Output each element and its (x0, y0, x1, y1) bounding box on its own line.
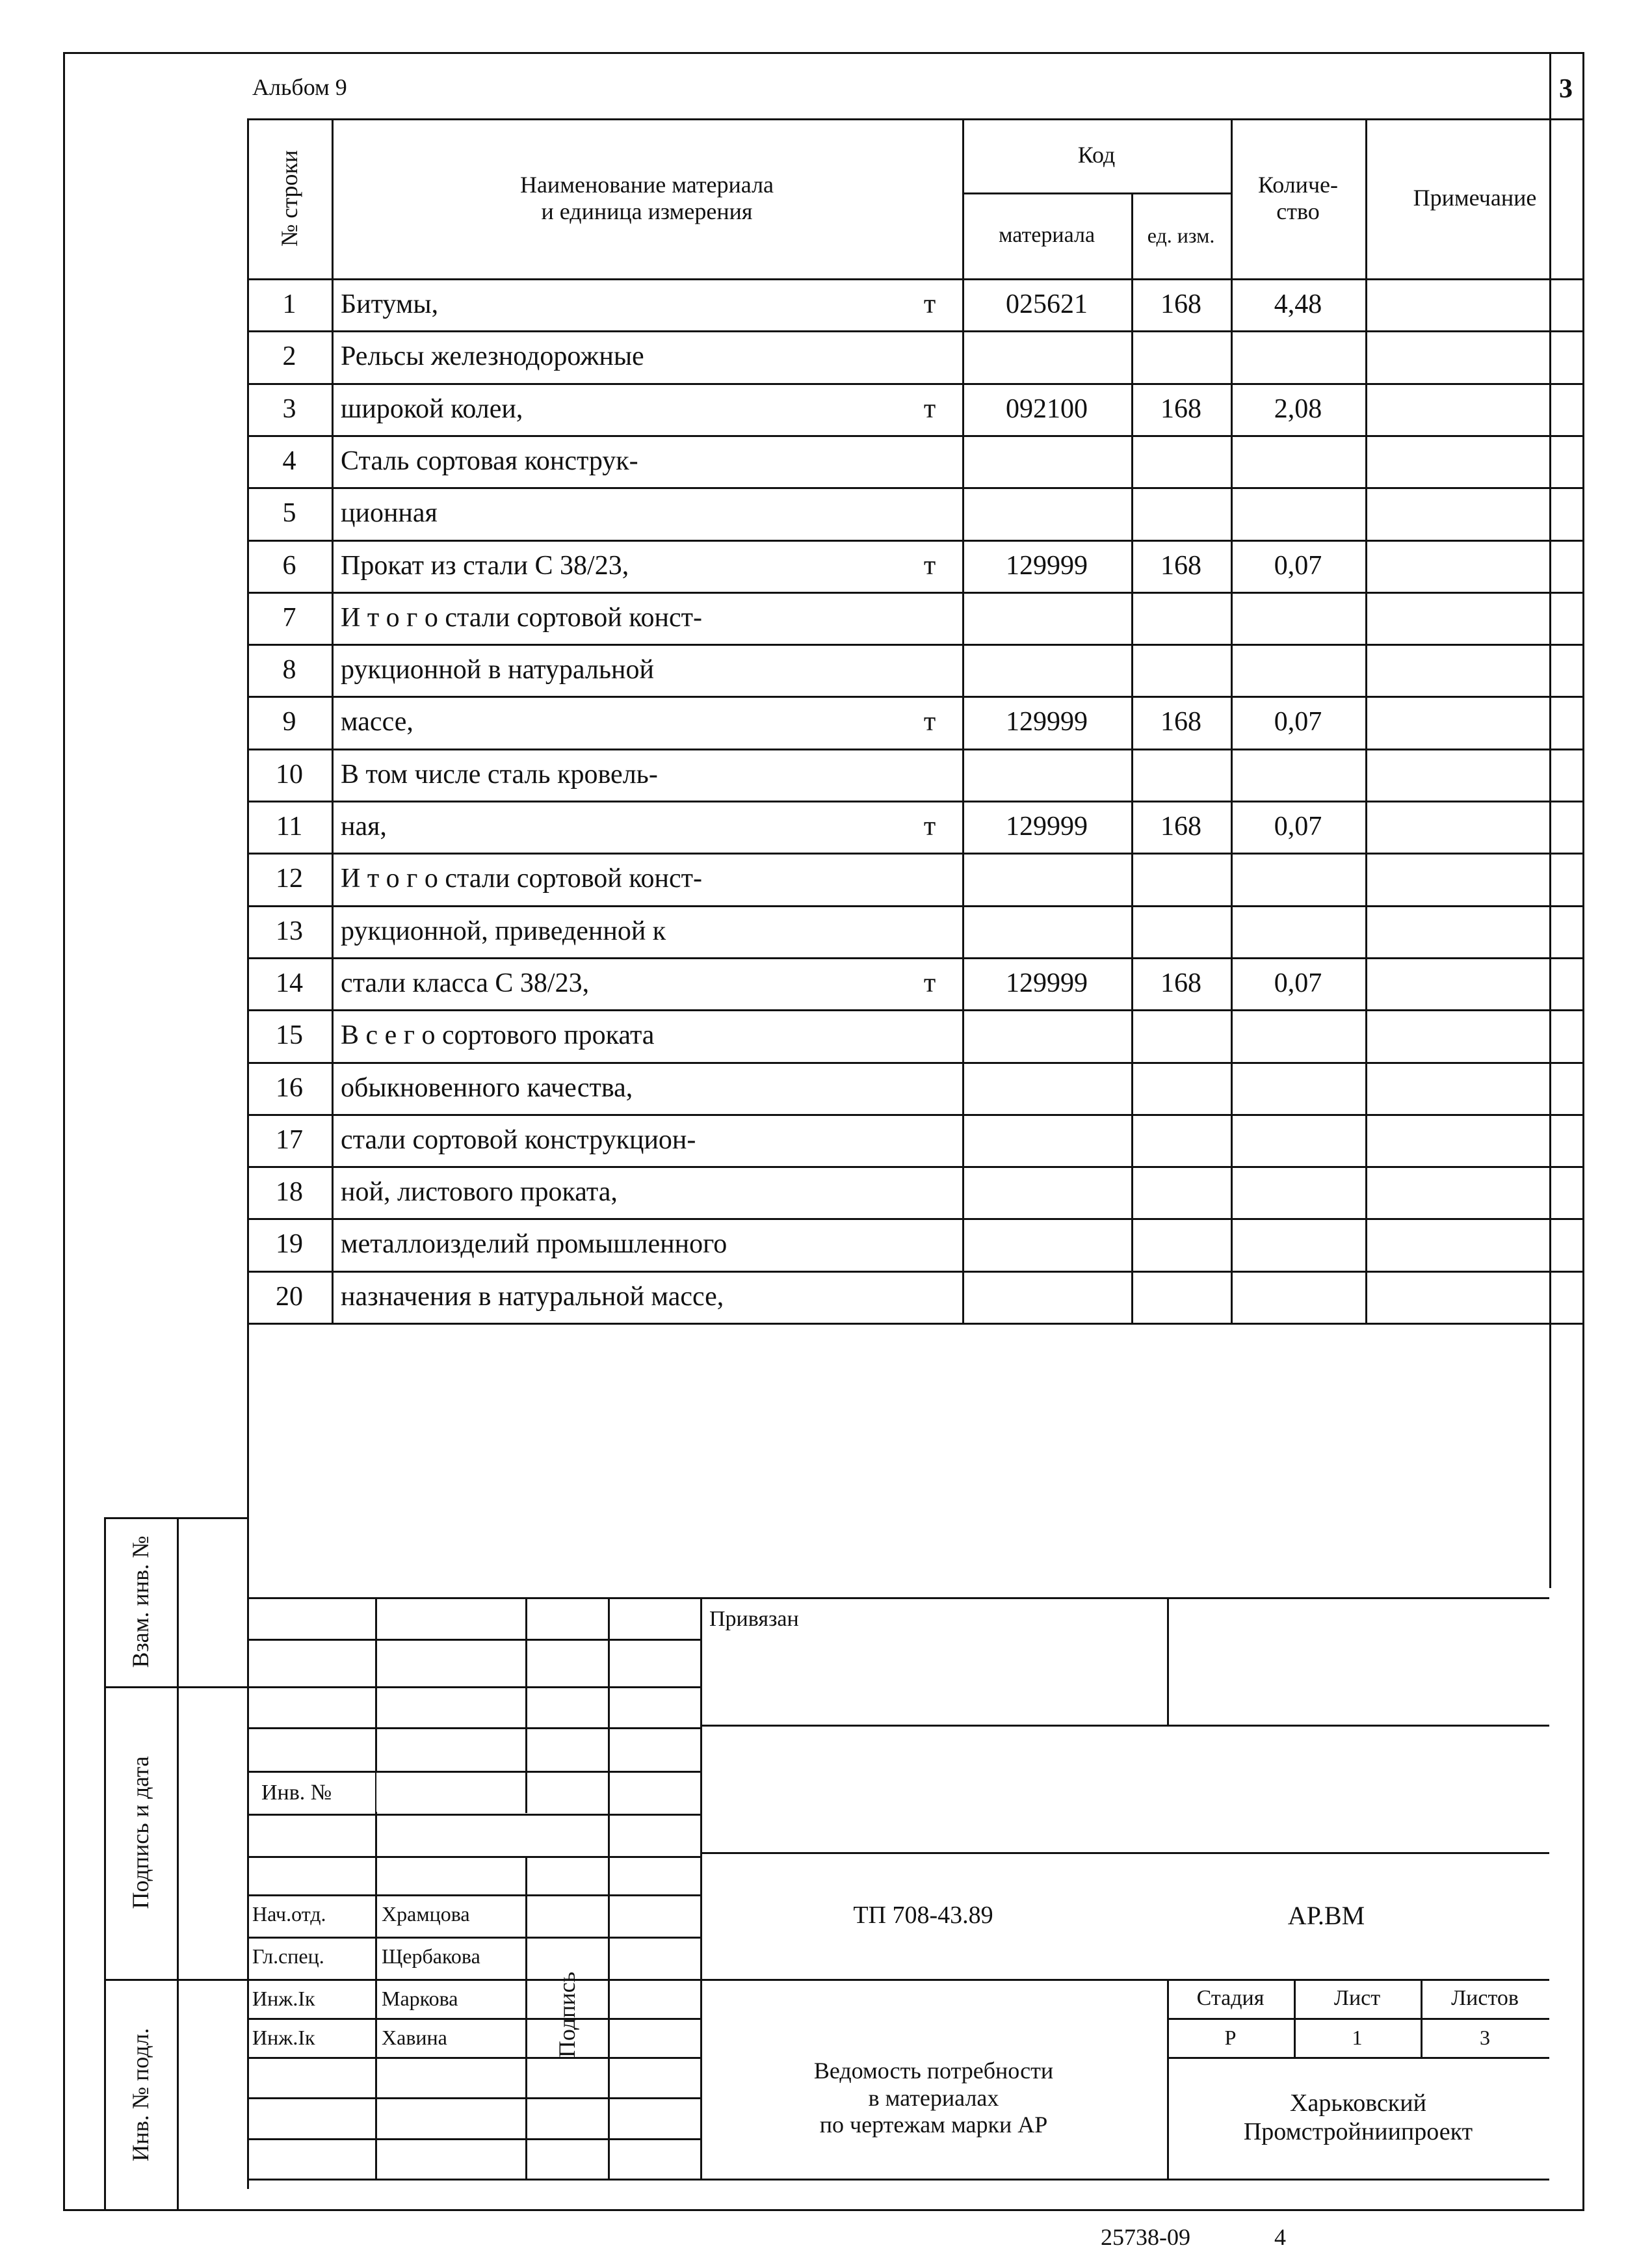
row-code-material (962, 1218, 1131, 1270)
row-name: В том числе сталь кровель- (341, 759, 658, 789)
row-quantity (1231, 1218, 1365, 1270)
row-code-material (962, 330, 1131, 382)
row-unit (910, 1166, 949, 1218)
person-role: Инж.Ік (252, 2025, 315, 2049)
row-name: рукционной в натуральной (341, 655, 654, 685)
row-name: Битумы, (341, 289, 439, 319)
row-number: 7 (282, 602, 296, 633)
tb-row-line (247, 2138, 700, 2140)
row-quantity (1231, 749, 1365, 801)
row-code-unit: 168 (1160, 393, 1201, 424)
row-name: ная, (341, 812, 387, 842)
row-number: 11 (276, 812, 303, 842)
tb-bottom-line (247, 2179, 1549, 2181)
row-quantity: 2,08 (1274, 393, 1322, 424)
row-code-material (962, 1062, 1131, 1114)
row-unit (910, 1009, 949, 1061)
row-number: 3 (282, 393, 296, 424)
sheet-value: 1 (1352, 2025, 1363, 2049)
row-name: металлоизделий промышленного (341, 1229, 728, 1260)
row-quantity (1231, 1062, 1365, 1114)
person-name: Щербакова (382, 1944, 480, 1968)
inv-no-label: Инв. № (261, 1781, 332, 1805)
col-header-row-no: № строки (276, 150, 302, 247)
tb-col-line (525, 1597, 527, 1813)
col-header-code-unit: ед. изм. (1147, 223, 1215, 247)
col-header-code-material: материала (998, 223, 1095, 248)
row-quantity (1231, 644, 1365, 696)
row-quantity: 0,07 (1274, 550, 1322, 581)
row-name: В с е г о сортового проката (341, 1020, 655, 1051)
row-code-unit (1131, 1062, 1231, 1114)
col-header-quantity: Количе- ство (1257, 171, 1339, 224)
col-header-note: Примечание (1413, 185, 1537, 211)
row-unit (910, 905, 949, 957)
row-code-material (962, 1166, 1131, 1218)
tb-col-line (1167, 1597, 1169, 1725)
row-unit (910, 435, 949, 487)
footer-page: 4 (1274, 2224, 1286, 2250)
tb-col-line (375, 1597, 377, 2179)
row-code-unit (1131, 853, 1231, 905)
stamp-vzam-label: Взам. инв. № (127, 1535, 153, 1668)
person-name: Храмцова (382, 1902, 470, 1926)
row-number: 17 (276, 1124, 303, 1155)
row-number: 10 (276, 759, 303, 789)
stamp-inv-podl-label: Инв. № подл. (127, 2028, 153, 2162)
row-code-unit: 168 (1160, 707, 1201, 737)
sheet-number-divider (1549, 52, 1551, 120)
row-number: 6 (282, 550, 296, 581)
row-unit: т (923, 289, 936, 319)
row-code-unit (1131, 749, 1231, 801)
right-inner-line (1549, 118, 1551, 1588)
row-name: И т о г о стали сортовой конст- (341, 864, 703, 894)
row-quantity: 4,48 (1274, 289, 1322, 319)
row-name: обыкновенного качества, (341, 1072, 633, 1103)
row-code-unit (1131, 487, 1231, 539)
table-col-line (1365, 118, 1367, 1323)
row-code-unit: 168 (1160, 968, 1201, 998)
row-quantity (1231, 330, 1365, 382)
tb-col-line (525, 1856, 527, 2179)
row-number: 19 (276, 1229, 303, 1260)
row-unit (910, 1062, 949, 1114)
tb-row-line (247, 2057, 700, 2059)
row-quantity (1231, 1271, 1365, 1323)
tb-top-line (247, 1597, 1549, 1599)
sheets-value: 3 (1480, 2025, 1490, 2049)
col-header-name: Наименование материала и единица измерения (519, 171, 774, 224)
stamp-podpis-label: Подпись и дата (127, 1756, 153, 1909)
row-name: массе, (341, 707, 413, 737)
sheets-label: Листов (1451, 1986, 1519, 2011)
doc-code: ТП 708-43.89 (853, 1901, 993, 1929)
row-code-material (962, 749, 1131, 801)
person-name: Хавина (382, 2025, 447, 2049)
row-name: ной, листового проката, (341, 1177, 618, 1208)
row-unit (910, 487, 949, 539)
person-role: Инж.Ік (252, 1986, 315, 2010)
sheet-label: Лист (1333, 1986, 1381, 2011)
person-role: Гл.спец. (252, 1944, 324, 1968)
row-code-material (962, 487, 1131, 539)
row-name: ционная (341, 498, 438, 529)
row-unit: т (923, 968, 936, 998)
stamp-line (104, 1979, 247, 1981)
row-code-unit (1131, 1218, 1231, 1270)
row-code-unit (1131, 1009, 1231, 1061)
stamp-col-line (177, 1517, 179, 2211)
col-header-code: Код (1077, 142, 1116, 168)
row-unit (910, 592, 949, 644)
row-code-unit: 168 (1160, 550, 1201, 581)
row-quantity: 0,07 (1274, 968, 1322, 998)
row-code-material (962, 1009, 1131, 1061)
row-quantity (1231, 592, 1365, 644)
stage-value: Р (1224, 2025, 1237, 2049)
table-row-line (247, 1323, 1584, 1325)
stamp-line (104, 1686, 247, 1688)
row-unit: т (923, 812, 936, 842)
row-number: 8 (282, 655, 296, 685)
row-number: 16 (276, 1072, 303, 1103)
row-code-material (962, 435, 1131, 487)
row-code-material: 092100 (1006, 393, 1088, 424)
row-name: Прокат из стали С 38/23, (341, 550, 629, 581)
row-number: 1 (282, 289, 296, 319)
row-unit: т (923, 393, 936, 424)
row-quantity (1231, 905, 1365, 957)
row-number: 20 (276, 1281, 303, 1312)
row-number: 5 (282, 498, 296, 529)
row-quantity (1231, 1009, 1365, 1061)
row-code-material (962, 1271, 1131, 1323)
row-quantity (1231, 853, 1365, 905)
organization: Харьковский Промстройниипроект (1243, 2089, 1473, 2145)
row-name: Сталь сортовая конструк- (341, 445, 638, 476)
row-number: 9 (282, 707, 296, 737)
row-code-material (962, 644, 1131, 696)
footer-code: 25738-09 (1101, 2224, 1190, 2250)
row-quantity (1231, 487, 1365, 539)
row-code-unit (1131, 644, 1231, 696)
row-code-unit: 168 (1160, 289, 1201, 319)
row-number: 18 (276, 1177, 303, 1208)
row-name: широкой колеи, (341, 393, 523, 424)
tb-row-line (247, 1639, 700, 1641)
tb-row-line (247, 1814, 700, 1816)
row-quantity (1231, 435, 1365, 487)
row-unit (910, 749, 949, 801)
tb-col-line (608, 1597, 610, 2179)
row-code-material (962, 905, 1131, 957)
row-number: 13 (276, 916, 303, 946)
tb-row-line (247, 1686, 700, 1688)
row-unit (910, 1218, 949, 1270)
tb-row-line (247, 1727, 700, 1729)
row-code-unit (1131, 1114, 1231, 1166)
row-code-unit (1131, 905, 1231, 957)
signature-column-label: Подпись (553, 1971, 580, 2058)
row-code-material (962, 853, 1131, 905)
row-code-unit (1131, 592, 1231, 644)
row-name: назначения в натуральной массе, (341, 1281, 724, 1312)
row-unit (910, 330, 949, 382)
row-name: И т о г о стали сортовой конст- (341, 602, 703, 633)
privyazan-label: Привязан (709, 1607, 799, 1631)
row-name: стали класса С 38/23, (341, 968, 590, 998)
row-code-material: 025621 (1006, 289, 1088, 319)
row-quantity: 0,07 (1274, 812, 1322, 842)
row-code-material: 129999 (1006, 812, 1088, 842)
row-name: Рельсы железнодорожные (341, 341, 644, 372)
row-code-unit (1131, 1166, 1231, 1218)
row-number: 4 (282, 445, 296, 476)
tb-row-line (247, 2097, 700, 2099)
row-number: 2 (282, 341, 296, 372)
doc-title: Ведомость потребности в материалах по чертежам марки АР (813, 2058, 1054, 2138)
stamp-top-line (104, 1517, 247, 1519)
row-quantity (1231, 1114, 1365, 1166)
table-col-line (332, 118, 334, 1323)
row-name: рукционной, приведенной к (341, 916, 666, 946)
row-unit: т (923, 550, 936, 581)
row-number: 14 (276, 968, 303, 998)
row-unit: т (923, 707, 936, 737)
doc-mark: АР.ВМ (1287, 1900, 1365, 1930)
person-role: Нач.отд. (252, 1902, 326, 1926)
stage-label: Стадия (1196, 1986, 1265, 2011)
row-code-unit: 168 (1160, 812, 1201, 842)
row-code-unit (1131, 1271, 1231, 1323)
sheet-number: 3 (1559, 74, 1573, 104)
row-quantity (1231, 1166, 1365, 1218)
row-unit (910, 644, 949, 696)
row-number: 12 (276, 864, 303, 894)
album-label: Альбом 9 (252, 74, 347, 100)
row-code-material: 129999 (1006, 968, 1088, 998)
row-quantity: 0,07 (1274, 707, 1322, 737)
row-code-unit (1131, 435, 1231, 487)
tb-row-line (247, 1856, 700, 1858)
row-unit (910, 1271, 949, 1323)
row-unit (910, 1114, 949, 1166)
person-name: Маркова (382, 1986, 458, 2010)
row-code-material: 129999 (1006, 550, 1088, 581)
left-main-line (247, 1323, 249, 2189)
row-unit (910, 853, 949, 905)
tb-line (700, 1725, 1549, 1727)
row-code-material (962, 1114, 1131, 1166)
row-code-material (962, 592, 1131, 644)
row-code-material: 129999 (1006, 707, 1088, 737)
stamp-col-line (104, 1517, 106, 2211)
row-code-unit (1131, 330, 1231, 382)
row-number: 15 (276, 1020, 303, 1051)
row-name: стали сортовой конструкцион- (341, 1124, 696, 1155)
